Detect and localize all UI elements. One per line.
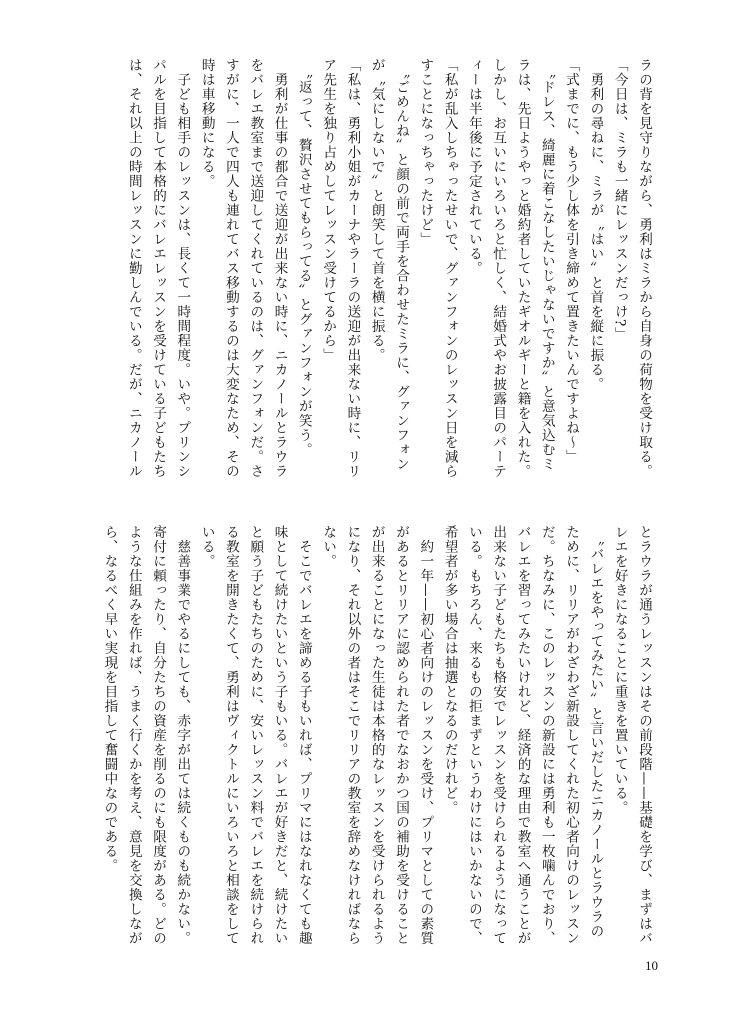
text-line: ア先生を独り占めしてレッスン受けてるから」 (320, 58, 337, 363)
text-line: ために、リリアがわざわざ新設してくれた初心者向けのレッスン (563, 525, 580, 946)
text-line: 慈善事業でやるにしても、赤字が出ては続くものも続かない。 (174, 525, 191, 946)
text-line: とラウラが通うレッスンはその前段階——基礎を学び、まずはバ (636, 525, 652, 946)
text-line: 〝バレエをやってみたい〟と言いだしたニカノールとラウラの (587, 525, 604, 939)
text-line: 勇利の尋ねに、ミラが〝はい〟と首を縦に振る。 (587, 58, 604, 392)
text-line: 〝ごめんね〟と顔の前で両手を合わせたミラに、グァンフォン (393, 58, 410, 472)
text-line: ない。 (320, 525, 337, 569)
text-line: 出来ない子どもたちも格安でレッスンを受けられるようになって (490, 525, 507, 946)
text-line: 勇利が仕事の都合で送迎が出来ない時に、ニカノールとラウラ (271, 58, 288, 479)
text-line: 「式までに、もう少し体を引き締めて置きたいんですよね〜」 (563, 58, 580, 464)
text-line: ィーは半年後に予定されている。 (465, 58, 482, 276)
upper-text-block (76, 58, 656, 503)
text-line: があるとリリアに認められた者でなおかつ国の補助を受けること (393, 525, 410, 946)
text-line: 「私が乱入しちゃったせいで、グァンフォンのレッスン日を減ら (441, 58, 458, 479)
text-line: 味として続けたいという子もいる。バレエが好きだと、続けたい (271, 525, 288, 946)
text-line: 子ども相手のレッスンは、長くて一時間程度。いや。プリンシ (174, 58, 191, 479)
text-line: ような仕組みを作れば、うまく行くかを考え、意見を交換しなが (125, 525, 142, 946)
text-line: 「私は、勇利小姐がカーナやラーラの送迎が出来ない時に、リリ (344, 58, 361, 479)
text-line: と願う子どもたちのために、安いレッスン料でバレエを続けられ (247, 525, 264, 946)
text-line: 「今日は、ミラも一緒にレッスンだっけ?」 (611, 58, 628, 342)
text-line: 時は車移動になる。 (198, 58, 215, 189)
text-line: をバレエ教室まで送迎してくれているのは、グァンフォンだ。さ (247, 58, 264, 479)
text-line: ラは、先日ようやっと婚約者していたギオルギーと籍を入れた。 (514, 58, 531, 479)
text-line: パルを目指して本格的にバレエレッスンを受けている子どもたち (150, 58, 167, 479)
text-line: ラの背を見守りながら、勇利はミラから自身の荷物を受け取る。 (636, 58, 652, 479)
text-line: すがに、一人で四人も連れてバス移動するのは大変なため、その (222, 58, 239, 479)
text-line: 約一年——初心者向けのレッスンを受け、プリマとしての素質 (417, 525, 434, 946)
page-number: 10 (645, 958, 658, 973)
text-line: 寄付に頼ったり、自分たちの資産を削るのにも限度がある。どの (150, 525, 167, 946)
text-line: になり、それ以外の者はそこでリリアの教室を辞めなければなら (344, 525, 361, 946)
text-line: 〝ドレス、綺麗に着こなしたいじゃないですか〟と意気込むミ (538, 58, 555, 472)
text-line: すことになっちゃったけど」 (417, 58, 434, 247)
lower-text-block (76, 525, 656, 945)
text-line: バレエを習ってみたいけれど、経済的な理由で教室へ通うことが (514, 525, 531, 946)
text-line: しかし、お互いにいろいろと忙しく、結婚式やお披露目のパーテ (490, 58, 507, 479)
text-line: 希望者が多い場合は抽選となるのだけれど。 (441, 525, 458, 815)
text-line: いる。 (198, 525, 215, 569)
text-line: レエを好きになることに重きを置いている。 (611, 525, 628, 815)
text-line: ら、なるべく早い実現を目指して奮闘中なのである。 (101, 525, 118, 873)
text-line: る教室を開きたくて、勇利はヴィクトルにいろいろと相談をして (222, 525, 239, 946)
text-line: いる。もちろん、来るもの拒まずというわけにはいかないので、 (465, 525, 482, 946)
text-line: が〝気にしないで〟と朗笑して首を横に振る。 (368, 58, 385, 363)
text-line: だ。ちなみに、このレッスンの新設には勇利も一枚噛んでおり、 (538, 525, 555, 946)
text-line: は、それ以上の時間レッスンに勤しんでいる。だが、ニカノール (125, 58, 142, 479)
text-line: が出来ることになった生徒は本格的なレッスンを受けられるよう (368, 525, 385, 946)
text-line: そこでバレエを諦める子もいれば、プリマにはなれなくても趣 (295, 525, 312, 946)
text-line: 〝返って、贅沢させてもらってる〟とグァンフォンが笑う。 (295, 58, 312, 458)
